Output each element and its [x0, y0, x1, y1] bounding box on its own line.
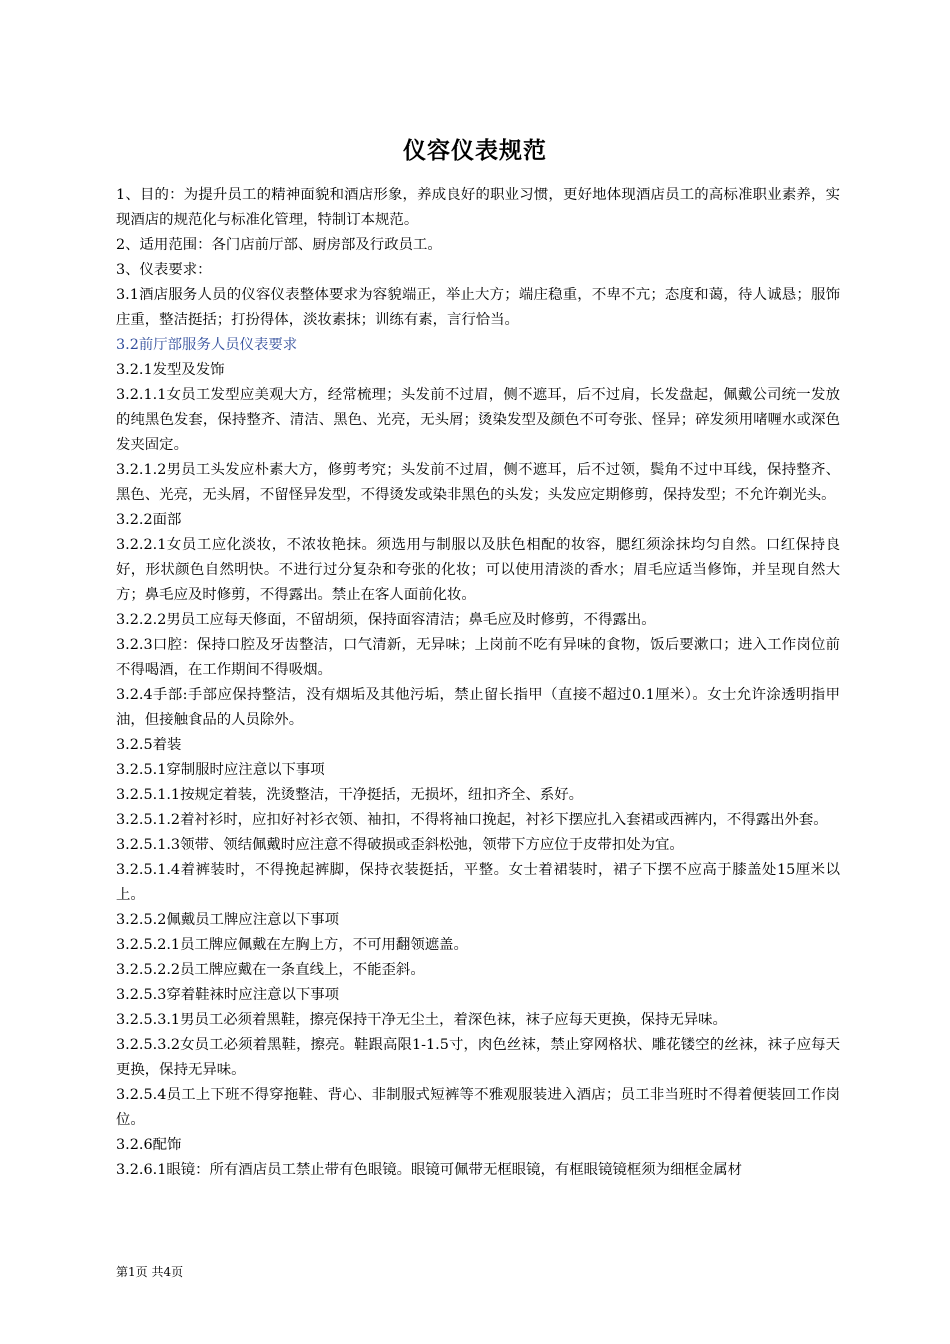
section-heading: 3.2前厅部服务人员仪表要求: [116, 337, 298, 353]
paragraph: 3.2.5.1.2着衬衫时，应扣好衬衫衣领、袖扣，不得将袖口挽起，衬衫下摆应扎入套裙或西裤内，不得露出外套。: [116, 812, 828, 828]
paragraph: 3.2.5.3.2女员工必须着黑鞋，擦亮。鞋跟高限1-1.5寸，肉色丝袜，禁止穿网格状、雕花镂空的丝袜，袜子应每天更换，保持无异味。: [116, 1037, 840, 1078]
paragraph: 3.2.5.3穿着鞋袜时应注意以下事项: [116, 987, 340, 1003]
paragraph: 3.2.2面部: [116, 512, 182, 528]
paragraph: 3.2.2.2男员工应每天修面，不留胡须，保持面容清洁；鼻毛应及时修剪，不得露出。: [116, 612, 656, 628]
paragraph: 3.2.1.2男员工头发应朴素大方，修剪考究；头发前不过眉，侧不遮耳，后不过领，鬓角不过中耳线，保持整齐、黑色、光亮，无头屑，不留怪异发型，不得烫发或染非黑色的头发；头发应定期修剪，保持发型；不允许剃光头。: [116, 462, 840, 503]
paragraph: 3.1酒店服务人员的仪容仪表整体要求为容貌端正，举止大方；端庄稳重，不卑不亢；态度和蔼，待人诚恳；服饰庄重，整洁挺括；打扮得体，淡妆素抹；训练有素，言行恰当。: [116, 287, 840, 328]
paragraph: 3.2.3口腔：保持口腔及牙齿整洁，口气清新，无异味；上岗前不吃有异味的食物，饭后要漱口；进入工作岗位前不得喝酒，在工作期间不得吸烟。: [116, 637, 840, 678]
paragraph: 3.2.1发型及发饰: [116, 362, 225, 378]
paragraph: 3.2.5.2.1员工牌应佩戴在左胸上方，不可用翻领遮盖。: [116, 937, 468, 953]
paragraph: 3.2.5.1.4着裤装时，不得挽起裤脚，保持衣装挺括，平整。女士着裙装时，裙子下摆不应高于膝盖处15厘米以上。: [116, 862, 840, 903]
page-footer: 第1页 共4页: [116, 1265, 184, 1279]
paragraph: 3.2.6.1眼镜：所有酒店员工禁止带有色眼镜。眼镜可佩带无框眼镜，有框眼镜镜框须为细框金属材: [116, 1162, 742, 1178]
paragraph: 3.2.5.2佩戴员工牌应注意以下事项: [116, 912, 340, 928]
paragraph: 3.2.5.4员工上下班不得穿拖鞋、背心、非制服式短裤等不雅观服装进入酒店；员工非当班时不得着便装回工作岗位。: [116, 1087, 840, 1128]
paragraph: 3.2.4手部:手部应保持整洁，没有烟垢及其他污垢，禁止留长指甲（直接不超过0.1厘米）。女士允许涂透明指甲油，但接触食品的人员除外。: [116, 687, 840, 728]
paragraph: 2、适用范围：各门店前厅部、厨房部及行政员工。: [116, 237, 442, 253]
paragraph: 3、仪表要求：: [116, 262, 212, 278]
paragraph: 3.2.2.1女员工应化淡妆，不浓妆艳抹。须选用与制服以及肤色相配的妆容，腮红须涂抹均匀自然。口红保持良好，形状颜色自然明快。不进行过分复杂和夸张的化妆；可以使用清淡的香水；眉毛应适当修饰，并呈现自然大方；鼻毛应及时修剪，不得露出。禁止在客人面前化妆。: [116, 537, 840, 603]
document-body: [116, 183, 840, 1183]
document-title: 仪容仪表规范: [403, 138, 547, 164]
paragraph: 3.2.5.3.1男员工必须着黑鞋，擦亮保持干净无尘土，着深色袜，袜子应每天更换，保持无异味。: [116, 1012, 727, 1028]
paragraph: 3.2.1.1女员工发型应美观大方，经常梳理；头发前不过眉，侧不遮耳，后不过肩，长发盘起，佩戴公司统一发放的纯黑色发套，保持整齐、清洁、黑色、光亮，无头屑；烫染发型及颜色不可夸张、怪异；碎发须用啫喱水或深色发夹固定。: [116, 387, 840, 453]
paragraph: 3.2.5.1.3领带、领结佩戴时应注意不得破损或歪斜松弛，领带下方应位于皮带扣处为宜。: [116, 837, 684, 853]
paragraph: 3.2.5.1.1按规定着装，洗烫整洁，干净挺括，无损坏，纽扣齐全、系好。: [116, 787, 584, 803]
paragraph: 3.2.5.1穿制服时应注意以下事项: [116, 762, 325, 778]
paragraph: 3.2.5着装: [116, 737, 182, 753]
paragraph: 3.2.6配饰: [116, 1137, 182, 1153]
paragraph: 3.2.5.2.2员工牌应戴在一条直线上，不能歪斜。: [116, 962, 425, 978]
paragraph: 1、目的：为提升员工的精神面貌和酒店形象，养成良好的职业习惯，更好地体现酒店员工的高标准职业素养，实现酒店的规范化与标准化管理，特制订本规范。: [116, 187, 840, 228]
